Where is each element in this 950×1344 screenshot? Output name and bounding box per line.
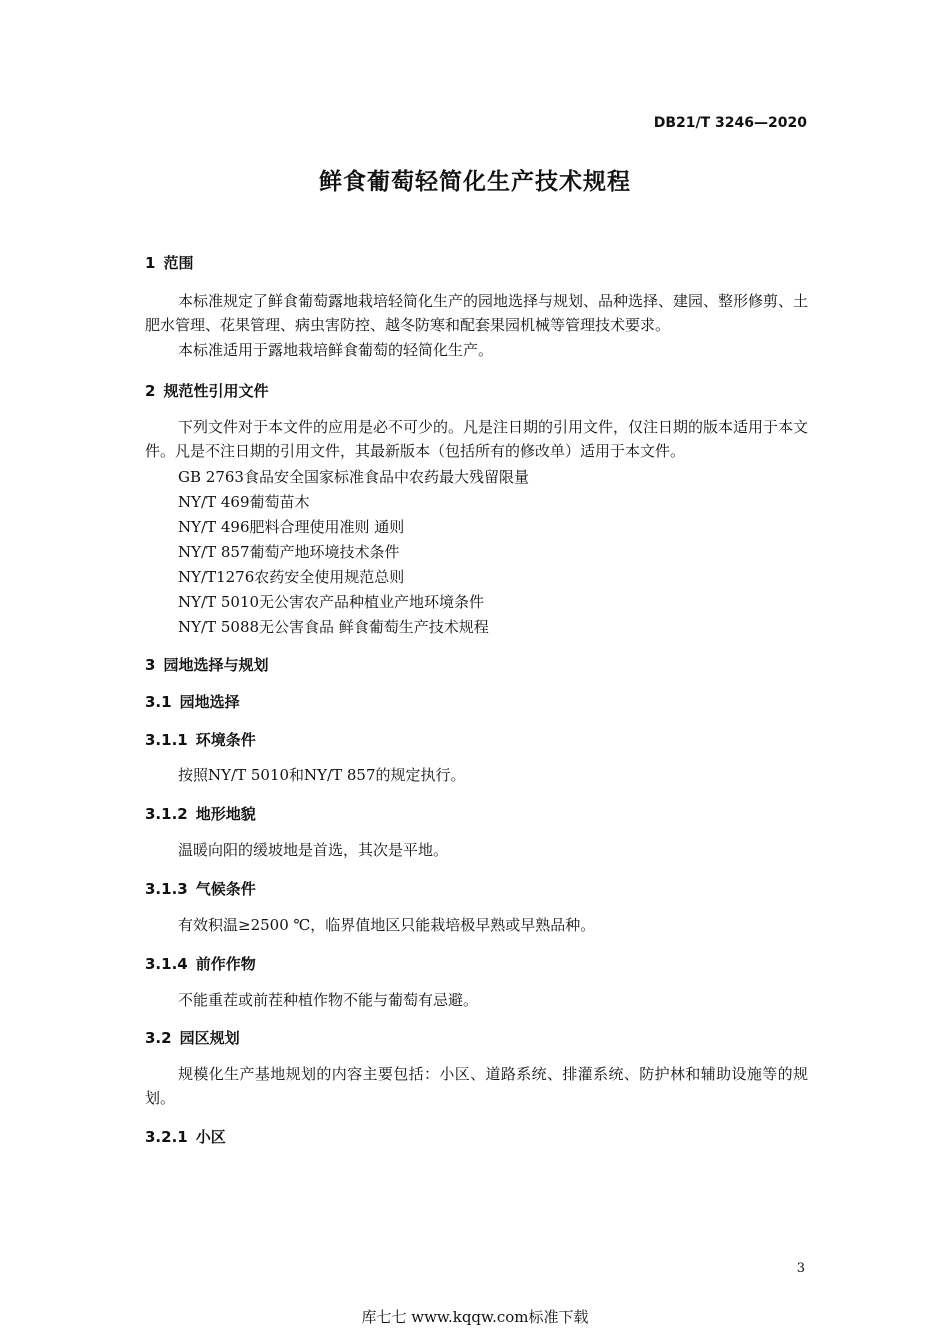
paragraph-3-1-4: 不能重茬或前茬种植作物不能与葡萄有忌避。 bbox=[178, 991, 479, 1009]
section-heading-3-1-2: 3.1.2 地形地貌 bbox=[145, 805, 256, 823]
reference-item: NY/T 496肥料合理使用准则 通则 bbox=[178, 518, 405, 536]
section-heading-3-1: 3.1 园地选择 bbox=[145, 693, 240, 711]
document-title: 鲜食葡萄轻简化生产技术规程 bbox=[319, 169, 631, 195]
reference-item: NY/T1276农药安全使用规范总则 bbox=[178, 568, 405, 586]
paragraph-scope-1: 本标准规定了鲜食葡萄露地栽培轻简化生产的园地选择与规划、品种选择、建园、整形修剪、土肥水管理、花果管理、病虫害防控、越冬防寒和配套果园机械等管理技术要求。 bbox=[145, 292, 809, 334]
paragraph-3-1-3: 有效积温≥2500 ℃，临界值地区只能栽培极早熟或早熟品种。 bbox=[178, 916, 596, 934]
paragraph-references: 下列文件对于本文件的应用是必不可少的。凡是注日期的引用文件，仅注日期的版本适用于本文件。凡是不注日期的引用文件，其最新版本（包括所有的修改单）适用于本文件。 bbox=[145, 418, 809, 460]
paragraph-3-1-2: 温暖向阳的缓坡地是首选，其次是平地。 bbox=[178, 841, 449, 859]
page-number: 3 bbox=[796, 1261, 805, 1276]
footer-watermark: 库七七 www.kqqw.com标准下载 bbox=[361, 1308, 589, 1326]
paragraph-scope-2: 本标准适用于露地栽培鲜食葡萄的轻简化生产。 bbox=[178, 341, 494, 359]
section-heading-2: 2 规范性引用文件 bbox=[145, 382, 269, 400]
reference-item: NY/T 5010无公害农产品种植业产地环境条件 bbox=[178, 593, 485, 611]
section-heading-3-1-3: 3.1.3 气候条件 bbox=[145, 880, 256, 898]
section-heading-3-2: 3.2 园区规划 bbox=[145, 1029, 240, 1047]
reference-item: NY/T 469葡萄苗木 bbox=[178, 493, 310, 511]
section-heading-3-2-1: 3.2.1 小区 bbox=[145, 1128, 226, 1146]
document-code: DB21/T 3246—2020 bbox=[653, 115, 807, 131]
section-heading-3: 3 园地选择与规划 bbox=[145, 656, 269, 674]
reference-item: GB 2763食品安全国家标准食品中农药最大残留限量 bbox=[178, 468, 529, 486]
section-heading-3-1-1: 3.1.1 环境条件 bbox=[145, 731, 256, 749]
paragraph-3-2: 规模化生产基地规划的内容主要包括：小区、道路系统、排灌系统、防护林和辅助设施等的规划。 bbox=[145, 1065, 808, 1107]
section-heading-1: 1 范围 bbox=[145, 254, 194, 272]
reference-item: NY/T 857葡萄产地环境技术条件 bbox=[178, 543, 400, 561]
paragraph-3-1-1: 按照NY/T 5010和NY/T 857的规定执行。 bbox=[178, 766, 466, 784]
reference-item: NY/T 5088无公害食品 鲜食葡萄生产技术规程 bbox=[178, 618, 489, 636]
section-heading-3-1-4: 3.1.4 前作作物 bbox=[145, 955, 256, 973]
